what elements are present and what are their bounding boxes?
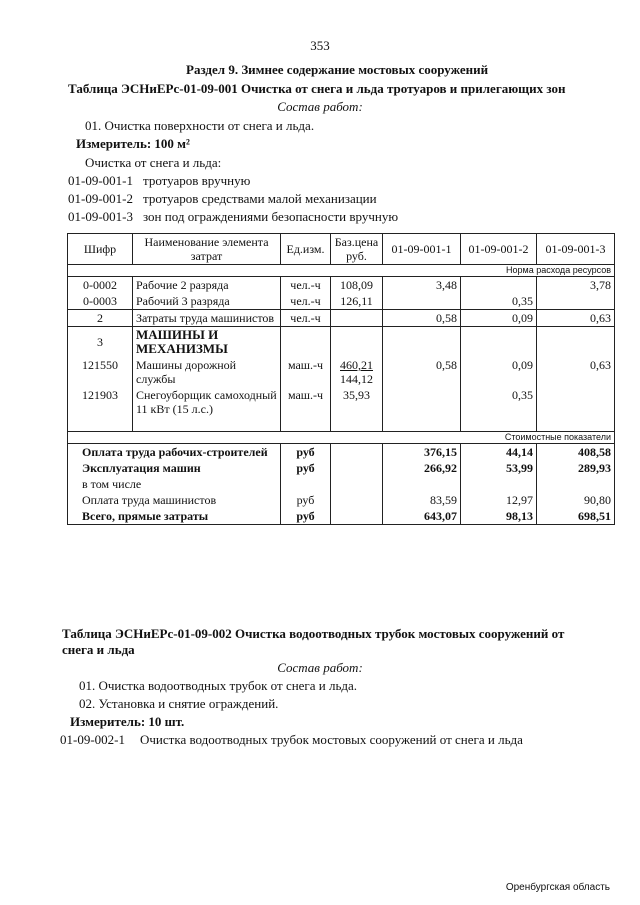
row-value: [537, 387, 615, 432]
norms-table: [67, 233, 615, 525]
cost-value: 266,92: [383, 460, 461, 476]
row-value: 0,35: [461, 387, 537, 432]
row-price-underlined: 460,21: [340, 358, 373, 372]
cost-value: 289,93: [537, 460, 615, 476]
row-name: Рабочие 2 разряда: [133, 277, 281, 294]
cost-value: 53,99: [461, 460, 537, 476]
row-value: 0,63: [537, 310, 615, 327]
cost-value: 90,80: [537, 492, 615, 508]
row-name: Затраты труда машинистов: [133, 310, 281, 327]
row-code: 3: [68, 327, 133, 358]
section-title: Раздел 9. Зимнее содержание мостовых сооружений: [186, 62, 489, 77]
cost-name: в том числе: [68, 476, 281, 492]
cost-name: Оплата труда рабочих-строителей: [68, 444, 281, 461]
table-row: [68, 293, 615, 310]
section-row: [68, 432, 615, 444]
row-code: 2: [68, 310, 133, 327]
row-value: [537, 293, 615, 310]
row-name: Машины дорожной службы: [133, 357, 281, 387]
section-row: [68, 265, 615, 277]
row-price-second: 144,12: [340, 372, 373, 386]
cost-value: 44,14: [461, 444, 537, 461]
header-price: Баз.цена руб.: [331, 234, 383, 265]
cost-value: 12,97: [461, 492, 537, 508]
row-unit: чел.-ч: [281, 310, 331, 327]
cost-name: Всего, прямые затраты: [68, 508, 281, 525]
table2-item-code: 01-09-002-1: [60, 732, 125, 747]
cost-row: [68, 508, 615, 525]
table-row: [68, 387, 615, 432]
row-name: МАШИНЫ И МЕХАНИЗМЫ: [133, 327, 281, 358]
row-name: Снегоуборщик самоходный 11 кВт (15 л.с.): [133, 387, 281, 432]
cost-name: Эксплуатация машин: [68, 460, 281, 476]
table1-title: Таблица ЭСНиЕРс-01-09-001 Очистка от снега и льда тротуаров и прилегающих зон: [68, 81, 566, 96]
row-value: 3,48: [383, 277, 461, 294]
cost-value: 98,13: [461, 508, 537, 525]
row-value: 0,09: [461, 310, 537, 327]
table2-work-2: 02. Установка и снятие ограждений.: [79, 696, 279, 711]
header-unit: Ед.изм.: [281, 234, 331, 265]
cost-unit: руб: [281, 508, 331, 525]
cost-row: [68, 460, 615, 476]
section-cost-label: Стоимостные показатели: [68, 432, 615, 444]
row-unit: чел.-ч: [281, 293, 331, 310]
table-row: [68, 310, 615, 327]
row-price: 35,93: [331, 387, 383, 432]
cost-value: 376,15: [383, 444, 461, 461]
row-code: 0-0003: [68, 293, 133, 310]
table-header-row: [68, 234, 615, 265]
row-value: 3,78: [537, 277, 615, 294]
cost-row: [68, 492, 615, 508]
row-price: 126,11: [331, 293, 383, 310]
row-value: [383, 387, 461, 432]
row-price: [331, 310, 383, 327]
cost-name: Оплата труда машинистов: [68, 492, 281, 508]
header-col-3: 01-09-001-3: [537, 234, 615, 265]
cost-unit: руб: [281, 492, 331, 508]
cost-value: 643,07: [383, 508, 461, 525]
table-row: [68, 277, 615, 294]
row-value: 0,35: [461, 293, 537, 310]
table2-works-heading: Состав работ:: [277, 660, 363, 675]
section-norm-label: Норма расхода ресурсов: [68, 265, 615, 277]
row-price: 108,09: [331, 277, 383, 294]
header-col-1: 01-09-001-1: [383, 234, 461, 265]
table1-item-code: 01-09-001-2: [68, 191, 133, 206]
cost-unit: руб: [281, 460, 331, 476]
header-code: Шифр: [68, 234, 133, 265]
table2-meter: Измеритель: 10 шт.: [70, 714, 185, 729]
table1-item-text: тротуаров вручную: [143, 173, 251, 188]
row-value: 0,58: [383, 310, 461, 327]
table1-works-heading: Состав работ:: [277, 99, 363, 114]
row-code: 0-0002: [68, 277, 133, 294]
row-unit: маш.-ч: [281, 357, 331, 387]
table1-item-text: тротуаров средствами малой механизации: [143, 191, 377, 206]
cost-row: [68, 476, 615, 492]
page-number: 353: [310, 38, 330, 53]
cost-value: 408,58: [537, 444, 615, 461]
table2-work-1: 01. Очистка водоотводных трубок от снега и льда.: [79, 678, 358, 693]
row-name: Рабочий 3 разряда: [133, 293, 281, 310]
table-row: [68, 357, 615, 387]
cost-value: 83,59: [383, 492, 461, 508]
table1-item-code: 01-09-001-1: [68, 173, 133, 188]
table2-title-line1: Таблица ЭСНиЕРс-01-09-002 Очистка водоотводных трубок мостовых сооружений от: [62, 626, 565, 641]
header-col-2: 01-09-001-2: [461, 234, 537, 265]
table-row: [68, 327, 615, 358]
row-code: 121550: [68, 357, 133, 387]
table2-item-text: Очистка водоотводных трубок мостовых сооружений от снега и льда: [140, 732, 523, 747]
row-value: 0,58: [383, 357, 461, 387]
table1-intro: Очистка от снега и льда:: [85, 155, 222, 170]
row-value: [461, 277, 537, 294]
table1-item-code: 01-09-001-3: [68, 209, 133, 224]
row-value: 0,09: [461, 357, 537, 387]
row-unit: чел.-ч: [281, 277, 331, 294]
footer-region: Оренбургская область: [505, 882, 610, 893]
row-code: 121903: [68, 387, 133, 432]
table2-title-line2: снега и льда: [62, 642, 135, 657]
header-name: Наименование элемента затрат: [133, 234, 281, 265]
table1-meter: Измеритель: 100 м²: [76, 136, 190, 151]
row-unit: маш.-ч: [281, 387, 331, 432]
row-value: [383, 293, 461, 310]
cost-unit: руб: [281, 444, 331, 461]
cost-value: 698,51: [537, 508, 615, 525]
row-value: 0,63: [537, 357, 615, 387]
cost-row: [68, 444, 615, 461]
table1-item-text: зон под ограждениями безопасности вручную: [143, 209, 399, 224]
table1-work-1: 01. Очистка поверхности от снега и льда.: [85, 118, 315, 133]
row-price: [331, 357, 383, 387]
